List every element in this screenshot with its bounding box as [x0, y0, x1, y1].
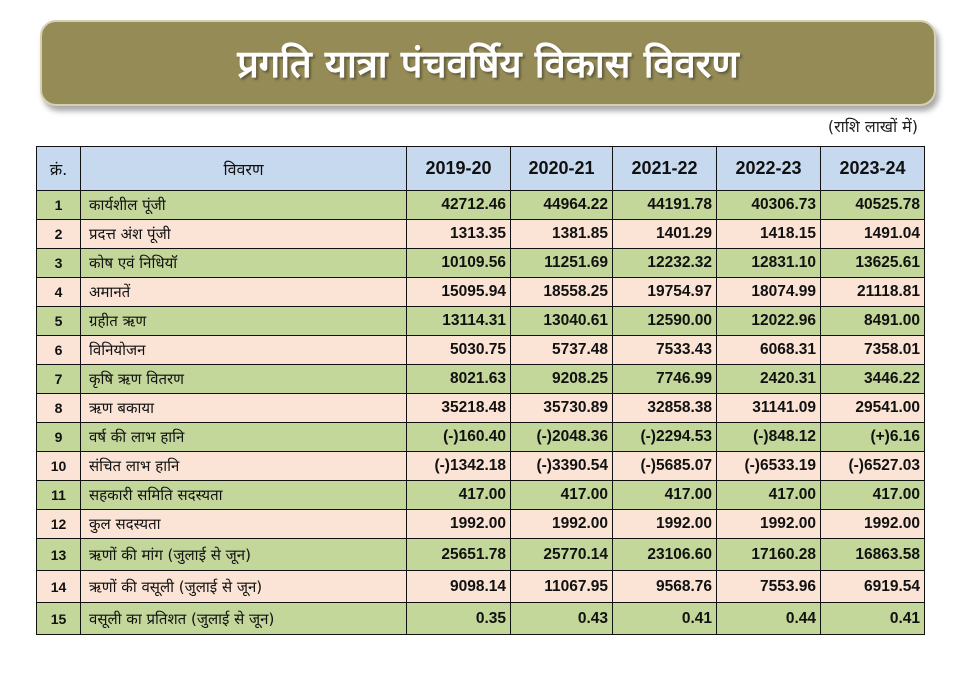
row-value: 10109.56	[407, 249, 511, 278]
table-header-row	[37, 147, 925, 191]
row-value: 17160.28	[717, 539, 821, 571]
row-description: ऋणों की वसूली (जुलाई से जून)	[81, 571, 407, 603]
row-serial: 15	[37, 603, 81, 635]
header-year: 2020-21	[511, 147, 613, 191]
row-value: 1418.15	[717, 220, 821, 249]
row-value: 31141.09	[717, 394, 821, 423]
table-row	[37, 481, 925, 510]
row-description: ग्रहीत ऋण	[81, 307, 407, 336]
table-row	[37, 394, 925, 423]
row-value: 5030.75	[407, 336, 511, 365]
header-year: 2019-20	[407, 147, 511, 191]
row-value: 18558.25	[511, 278, 613, 307]
row-value: 18074.99	[717, 278, 821, 307]
row-value: 1491.04	[821, 220, 925, 249]
header-year: 2021-22	[613, 147, 717, 191]
table-row	[37, 220, 925, 249]
page-title: प्रगति यात्रा पंचवर्षिय विकास विवरण	[237, 42, 739, 86]
row-value: 29541.00	[821, 394, 925, 423]
header-serial: क्रं.	[37, 147, 81, 191]
row-value: 3446.22	[821, 365, 925, 394]
table-row	[37, 249, 925, 278]
row-value: 7553.96	[717, 571, 821, 603]
row-value: (+)6.16	[821, 423, 925, 452]
row-description: अमानतें	[81, 278, 407, 307]
row-description: कुल सदस्यता	[81, 510, 407, 539]
row-value: 44191.78	[613, 191, 717, 220]
progress-table	[36, 146, 925, 635]
row-value: 13114.31	[407, 307, 511, 336]
row-value: 417.00	[821, 481, 925, 510]
row-value: 0.43	[511, 603, 613, 635]
row-value: 25651.78	[407, 539, 511, 571]
row-value: (-)2048.36	[511, 423, 613, 452]
row-serial: 4	[37, 278, 81, 307]
unit-note: (राशि लाखों में)	[827, 117, 918, 136]
table-row	[37, 278, 925, 307]
row-value: 25770.14	[511, 539, 613, 571]
row-description: कृषि ऋण वितरण	[81, 365, 407, 394]
row-value: 23106.60	[613, 539, 717, 571]
row-value: 7533.43	[613, 336, 717, 365]
row-value: (-)848.12	[717, 423, 821, 452]
row-value: 35730.89	[511, 394, 613, 423]
row-value: 8491.00	[821, 307, 925, 336]
row-description: ऋण बकाया	[81, 394, 407, 423]
table-row	[37, 191, 925, 220]
row-value: 417.00	[613, 481, 717, 510]
row-value: 12022.96	[717, 307, 821, 336]
row-description: प्रदत्त अंश पूंजी	[81, 220, 407, 249]
row-value: 1381.85	[511, 220, 613, 249]
row-value: 35218.48	[407, 394, 511, 423]
row-value: 417.00	[407, 481, 511, 510]
row-serial: 2	[37, 220, 81, 249]
row-value: 19754.97	[613, 278, 717, 307]
table-row	[37, 307, 925, 336]
row-value: 6919.54	[821, 571, 925, 603]
table-row	[37, 423, 925, 452]
header-description: विवरण	[81, 147, 407, 191]
row-value: 1313.35	[407, 220, 511, 249]
row-serial: 3	[37, 249, 81, 278]
table-row	[37, 510, 925, 539]
table-row	[37, 336, 925, 365]
header-year: 2023-24	[821, 147, 925, 191]
row-value: 1992.00	[613, 510, 717, 539]
row-serial: 5	[37, 307, 81, 336]
row-value: 1992.00	[821, 510, 925, 539]
row-value: (-)5685.07	[613, 452, 717, 481]
row-value: 11251.69	[511, 249, 613, 278]
row-value: 7746.99	[613, 365, 717, 394]
row-value: 12232.32	[613, 249, 717, 278]
row-serial: 14	[37, 571, 81, 603]
row-value: (-)3390.54	[511, 452, 613, 481]
row-value: 8021.63	[407, 365, 511, 394]
row-value: (-)2294.53	[613, 423, 717, 452]
row-value: 1992.00	[407, 510, 511, 539]
title-banner	[40, 20, 936, 106]
row-value: 42712.46	[407, 191, 511, 220]
row-value: (-)6533.19	[717, 452, 821, 481]
row-description: ऋणों की मांग (जुलाई से जून)	[81, 539, 407, 571]
row-serial: 1	[37, 191, 81, 220]
row-value: 1992.00	[511, 510, 613, 539]
row-description: वर्ष की लाभ हानि	[81, 423, 407, 452]
row-description: संचित लाभ हानि	[81, 452, 407, 481]
row-value: (-)160.40	[407, 423, 511, 452]
row-serial: 11	[37, 481, 81, 510]
row-value: 5737.48	[511, 336, 613, 365]
row-value: 6068.31	[717, 336, 821, 365]
row-value: 9208.25	[511, 365, 613, 394]
row-value: 12590.00	[613, 307, 717, 336]
row-value: 0.41	[821, 603, 925, 635]
table-row	[37, 603, 925, 635]
row-value: 0.41	[613, 603, 717, 635]
row-description: कोष एवं निधियॉ	[81, 249, 407, 278]
row-description: सहकारी समिति सदस्यता	[81, 481, 407, 510]
table-row	[37, 365, 925, 394]
row-description: वसूली का प्रतिशत (जुलाई से जून)	[81, 603, 407, 635]
table-row	[37, 539, 925, 571]
row-value: 2420.31	[717, 365, 821, 394]
row-value: 417.00	[511, 481, 613, 510]
row-serial: 9	[37, 423, 81, 452]
row-value: 13040.61	[511, 307, 613, 336]
header-year: 2022-23	[717, 147, 821, 191]
row-value: 21118.81	[821, 278, 925, 307]
row-value: 11067.95	[511, 571, 613, 603]
row-serial: 7	[37, 365, 81, 394]
row-value: 15095.94	[407, 278, 511, 307]
row-value: 417.00	[717, 481, 821, 510]
row-serial: 12	[37, 510, 81, 539]
row-value: 40525.78	[821, 191, 925, 220]
row-value: 44964.22	[511, 191, 613, 220]
row-description: कार्यशील पूंजी	[81, 191, 407, 220]
row-value: 32858.38	[613, 394, 717, 423]
row-value: 9568.76	[613, 571, 717, 603]
row-value: (-)1342.18	[407, 452, 511, 481]
table-row	[37, 452, 925, 481]
row-value: 16863.58	[821, 539, 925, 571]
row-serial: 8	[37, 394, 81, 423]
row-value: 1401.29	[613, 220, 717, 249]
row-value: 7358.01	[821, 336, 925, 365]
row-value: 0.35	[407, 603, 511, 635]
row-serial: 13	[37, 539, 81, 571]
row-value: 12831.10	[717, 249, 821, 278]
row-serial: 6	[37, 336, 81, 365]
row-value: 1992.00	[717, 510, 821, 539]
row-value: 9098.14	[407, 571, 511, 603]
row-value: (-)6527.03	[821, 452, 925, 481]
row-description: विनियोजन	[81, 336, 407, 365]
row-value: 40306.73	[717, 191, 821, 220]
row-value: 0.44	[717, 603, 821, 635]
row-value: 13625.61	[821, 249, 925, 278]
row-serial: 10	[37, 452, 81, 481]
table-row	[37, 571, 925, 603]
